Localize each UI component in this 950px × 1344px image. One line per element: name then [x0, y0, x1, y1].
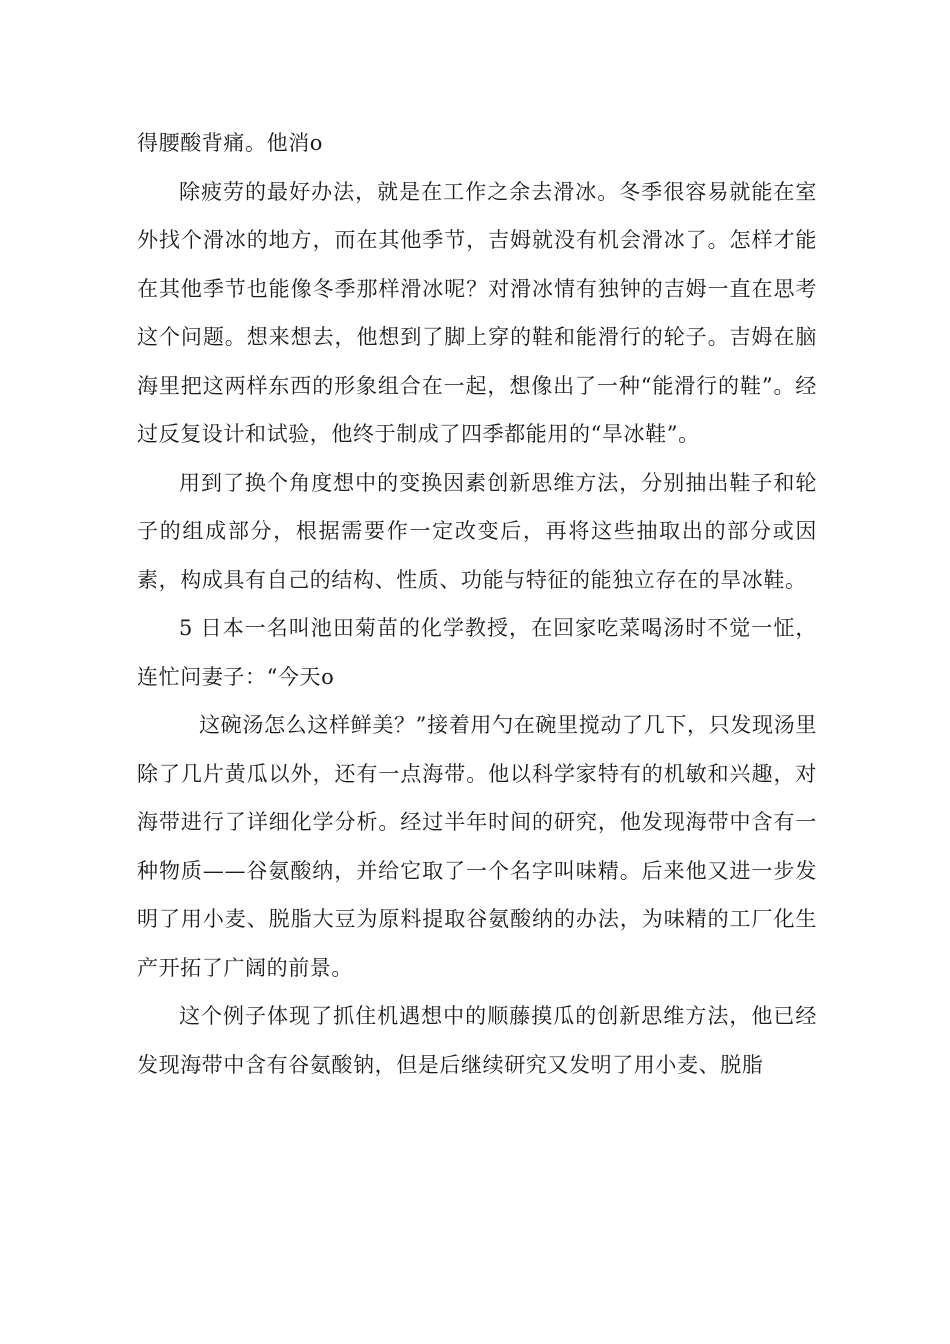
- paragraph-6: 这个例子体现了抓住机遇想中的顺藤摸瓜的创新思维方法，他已经发现海带中含有谷氨酸钠，但是后继续研究又发明了用小麦、脱脂: [137, 1004, 817, 1077]
- body-text: [137, 119, 817, 1089]
- paragraph-4: 5 日本一名叫池田菊苗的化学教授，在回家吃菜喝汤时不觉一怔，连忙问妻子：“今天o: [137, 616, 817, 689]
- paragraph-1: 得腰酸背痛。他消o: [137, 131, 324, 155]
- paragraph-3: 用到了换个角度想中的变换因素创新思维方法，分别抽出鞋子和轮子的组成部分，根据需要作一定改变后，再将这些抽取出的部分或因素，构成具有自己的结构、性质、功能与特征的能独立存在的旱冰鞋。: [137, 470, 817, 592]
- paragraph-2: 除疲劳的最好办法，就是在工作之余去滑冰。冬季很容易就能在室外找个滑冰的地方，而在其他季节，吉姆就没有机会滑冰了。怎样才能在其他季节也能像冬季那样滑冰呢？对滑冰情有独钟的吉姆一直在思考这个问题。想来想去，他想到了脚上穿的鞋和能滑行的轮子。吉姆在脑海里把这两样东西的形象组合在一起，想像出了一种“能滑行的鞋”。经过反复设计和试验，他终于制成了四季都能用的“旱冰鞋”。: [137, 179, 817, 446]
- paragraph-5: 这碗汤怎么这样鲜美？”接着用勺在碗里搅动了几下，只发现汤里除了几片黄瓜以外，还有一点海带。他以科学家特有的机敏和兴趣，对海带进行了详细化学分析。经过半年时间的研究，他发现海带中含有一种物质——谷氨酸纳，并给它取了一个名字叫味精。后来他又进一步发明了用小麦、脱脂大豆为原料提取谷氨酸纳的办法，为味精的工厂化生产开拓了广阔的前景。: [137, 713, 817, 980]
